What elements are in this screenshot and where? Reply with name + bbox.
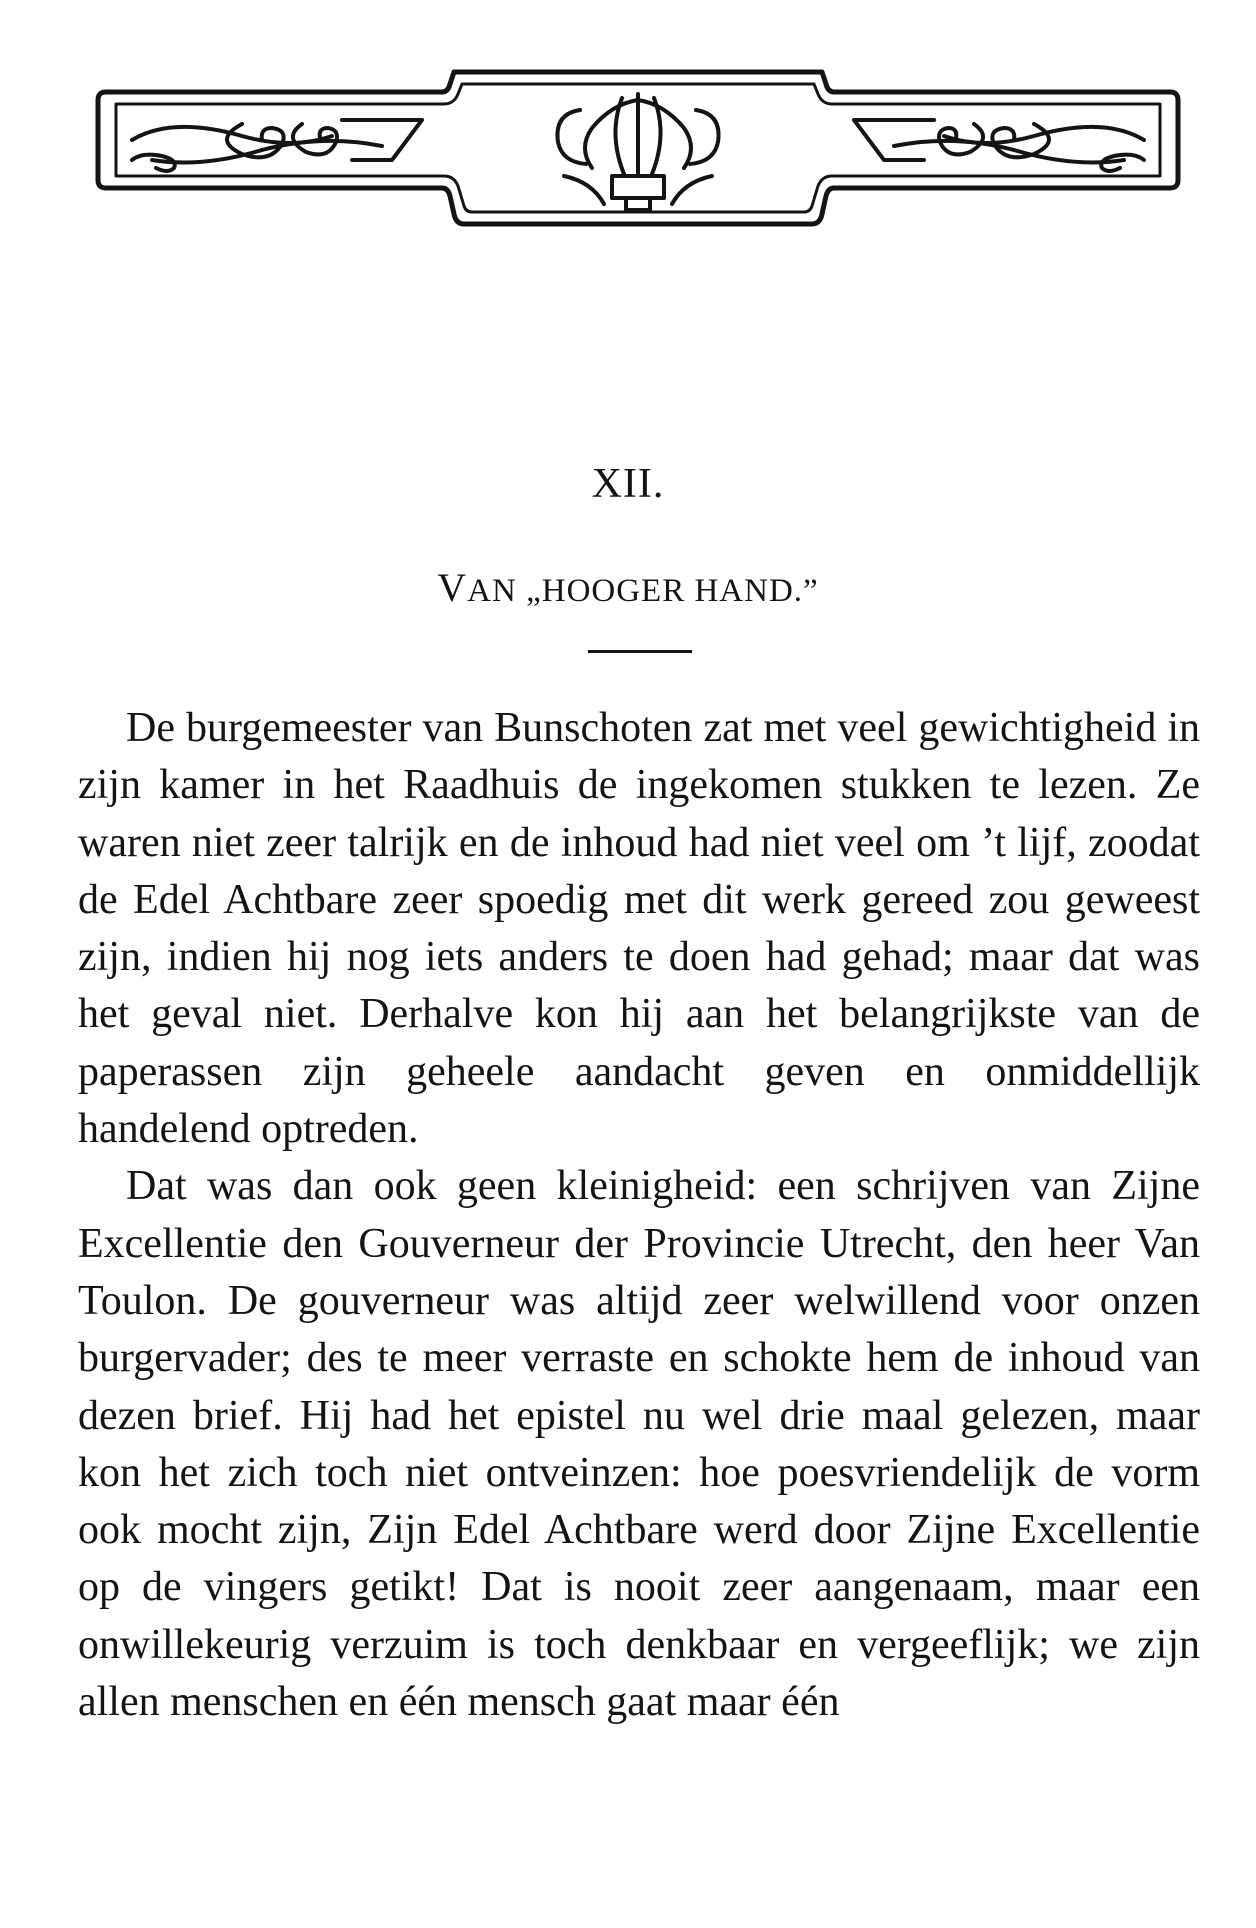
body-text	[78, 700, 1200, 1731]
paragraph: De burgemeester van Bunschoten zat met veel gewichtigheid in zijn kamer in het Raadhuis de ingekomen stukken te lezen. Ze waren niet zeer talrijk en de inhoud had niet veel om ’t lijf, zoodat de Edel Achtbare zeer spoedig met dit werk gereed zou geweest zijn, indien hij nog iets anders te doen had gehad; maar dat was het geval niet. Derhalve kon hij aan het belangrijkste van de paperassen zijn geheele aandacht geven en onmiddellijk handelend optreden.	[78, 705, 1200, 1153]
art-nouveau-header-ornament-icon	[92, 64, 1184, 302]
title-divider-rule	[588, 650, 692, 653]
chapter-title-small-caps: AN „HOOGER HAND.”	[467, 573, 819, 609]
chapter-title	[0, 564, 1256, 611]
chapter-number: XII.	[591, 461, 665, 507]
chapter-title-initial: V	[437, 565, 468, 610]
paragraph: Dat was dan ook geen kleinigheid: een schrijven van Zijne Excellentie den Gouverneur der Provincie Utrecht, den heer Van Toulon. De gouverneur was altijd zeer welwillend voor onzen burgervader; des te meer verraste en schokte hem de inhoud van dezen brief. Hij had het epistel nu wel drie maal gelezen, maar kon het zich toch niet ontveinzen: hoe poesvriendelijk de vorm ook mocht zijn, Zijn Edel Achtbare werd door Zijne Excellentie op de vingers getikt! Dat is nooit zeer aangenaam, maar een onwillekeurig verzuim is toch denkbaar en vergeeflijk; we zijn allen menschen en één mensch gaat maar één	[78, 1163, 1200, 1726]
